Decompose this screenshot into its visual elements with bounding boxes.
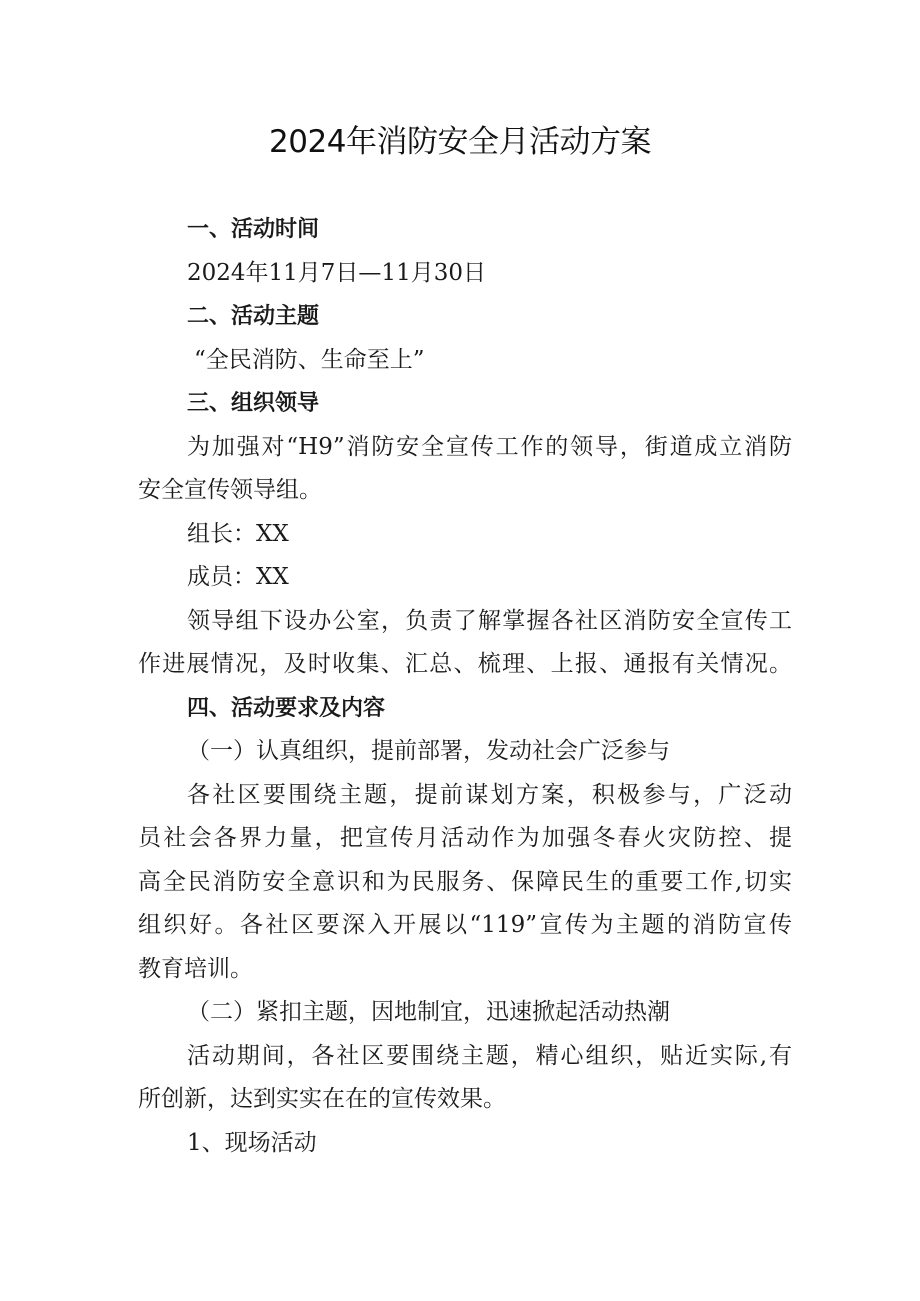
group-members-text: 成员：XX [187, 564, 289, 590]
section-heading-time: 一、活动时间 [187, 217, 320, 242]
document-title: 2024年消防安全月活动方案 [269, 124, 651, 160]
group-leader-text: 组长：XX [187, 520, 289, 547]
section-heading-organization: 三、组织领导 [187, 391, 320, 416]
subsection-heading: （一）认真组织，提前部署，发动社会广泛参与 [187, 738, 670, 764]
paragraph-line: 为加强对“H9”消防安全宣传工作的领导，街道成立消防 [187, 433, 792, 460]
paragraph-line: 所创新，达到实实在在的宣传效果。 [138, 1086, 506, 1112]
section-heading-requirements: 四、活动要求及内容 [187, 695, 386, 721]
paragraph-line: 活动期间，各社区要围绕主题，精心组织，贴近实际,有 [187, 1042, 792, 1069]
subsection-heading: （二）紧扣主题，因地制宜，迅速掀起活动热潮 [187, 999, 670, 1025]
paragraph-line: 员社会各界力量，把宣传月活动作为加强冬春火灾防控、提 [138, 825, 792, 851]
paragraph-line: 安全宣传领导组。 [138, 477, 322, 503]
paragraph-line: 领导组下设办公室，负责了解掌握各社区消防安全宣传工 [187, 607, 792, 634]
paragraph-line: 各社区要围绕主题，提前谋划方案，积极参与，广泛动 [187, 781, 792, 808]
list-item: 1、现场活动 [187, 1129, 317, 1156]
paragraph-line: 高全民消防安全意识和为民服务、保障民生的重要工作,切实 [138, 868, 792, 895]
section-heading-theme: 二、活动主题 [187, 304, 320, 329]
document-body [138, 208, 792, 1165]
paragraph-line: 组织好。各社区要深入开展以“119”宣传为主题的消防宣传 [138, 912, 792, 938]
paragraph-line: 教育培训。 [138, 955, 253, 982]
activity-theme-text: “全民消防、生命至上” [194, 346, 425, 373]
paragraph-line: 作进展情况，及时收集、汇总、梳理、上报、通报有关情况。 [138, 651, 792, 677]
activity-time-text: 2024年11月7日—11月30日 [187, 259, 486, 286]
